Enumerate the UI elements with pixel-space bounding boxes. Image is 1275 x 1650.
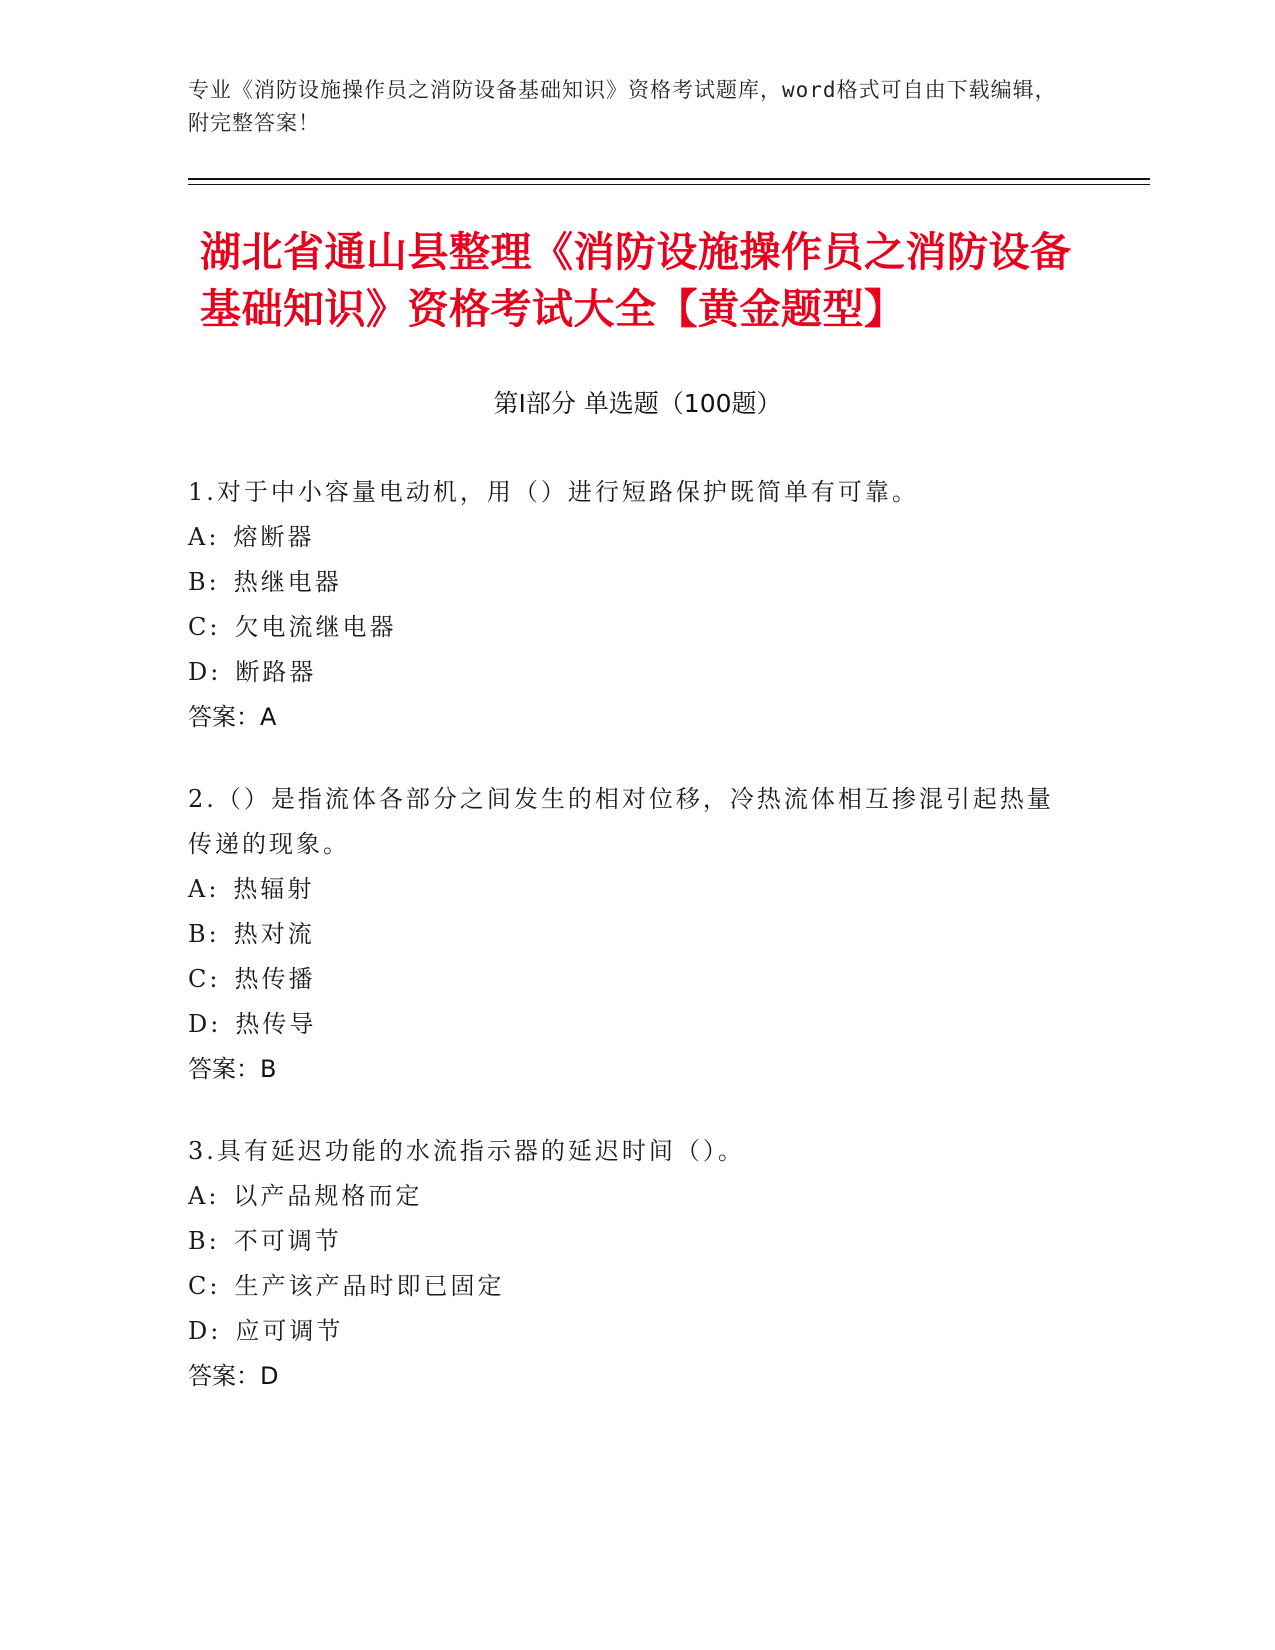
section-title: 第Ⅰ部分 单选题（100题）	[493, 389, 782, 418]
question-list	[188, 470, 1068, 1436]
option-text: 热继电器	[233, 568, 342, 596]
option-text: 熔断器	[233, 523, 315, 551]
option-key: C:	[188, 613, 221, 641]
question-2	[188, 777, 1068, 1092]
document-title: 湖北省通山县整理《消防设施操作员之消防设备基础知识》资格考试大全【黄金题型】	[200, 228, 1072, 333]
option-text: 热传播	[234, 965, 316, 993]
header-note: 专业《消防设施操作员之消防设备基础知识》资格考试题库，word格式可自由下载编辑，附完整答案！	[188, 78, 1057, 135]
header-divider-thin	[188, 184, 1150, 185]
option-a	[188, 867, 1068, 912]
option-text: 热对流	[233, 920, 315, 948]
option-text: 不可调节	[233, 1227, 342, 1255]
option-key: B:	[188, 568, 220, 596]
option-c	[188, 1264, 1068, 1309]
answer-line	[188, 1047, 1068, 1092]
option-text: 热传导	[235, 1010, 317, 1038]
option-key: A:	[188, 875, 220, 903]
option-a	[188, 515, 1068, 560]
answer-line	[188, 695, 1068, 740]
option-key: B:	[188, 920, 220, 948]
option-text: 断路器	[235, 658, 317, 686]
option-key: D:	[188, 1010, 222, 1038]
answer-value: D	[260, 1362, 279, 1390]
option-a	[188, 1174, 1068, 1219]
answer-label: 答案：	[188, 703, 260, 731]
option-key: C:	[188, 965, 221, 993]
question-1	[188, 470, 1068, 740]
option-key: B:	[188, 1227, 220, 1255]
question-stem: 2.（）是指流体各部分之间发生的相对位移，冷热流体相互掺混引起热量传递的现象。	[188, 785, 1054, 858]
option-key: D:	[188, 658, 222, 686]
option-text: 欠电流继电器	[234, 613, 397, 641]
answer-line	[188, 1354, 1068, 1399]
option-key: A:	[188, 523, 220, 551]
header-divider	[188, 178, 1150, 180]
option-b	[188, 1219, 1068, 1264]
option-d	[188, 650, 1068, 695]
option-key: A:	[188, 1182, 220, 1210]
answer-value: B	[260, 1055, 277, 1083]
answer-value: A	[260, 703, 277, 731]
answer-label: 答案：	[188, 1362, 260, 1390]
option-b	[188, 912, 1068, 957]
option-key: D:	[188, 1317, 222, 1345]
option-c	[188, 957, 1068, 1002]
option-text: 应可调节	[235, 1317, 344, 1345]
option-b	[188, 560, 1068, 605]
option-text: 以产品规格而定	[233, 1182, 423, 1210]
option-text: 生产该产品时即已固定	[234, 1272, 505, 1300]
option-key: C:	[188, 1272, 221, 1300]
option-c	[188, 605, 1068, 650]
question-stem: 1.对于中小容量电动机，用（）进行短路保护既简单有可靠。	[188, 478, 919, 506]
question-stem: 3.具有延迟功能的水流指示器的延迟时间（）。	[188, 1137, 745, 1165]
answer-label: 答案：	[188, 1055, 260, 1083]
option-d	[188, 1002, 1068, 1047]
option-text: 热辐射	[233, 875, 315, 903]
question-3	[188, 1129, 1068, 1399]
option-d	[188, 1309, 1068, 1354]
